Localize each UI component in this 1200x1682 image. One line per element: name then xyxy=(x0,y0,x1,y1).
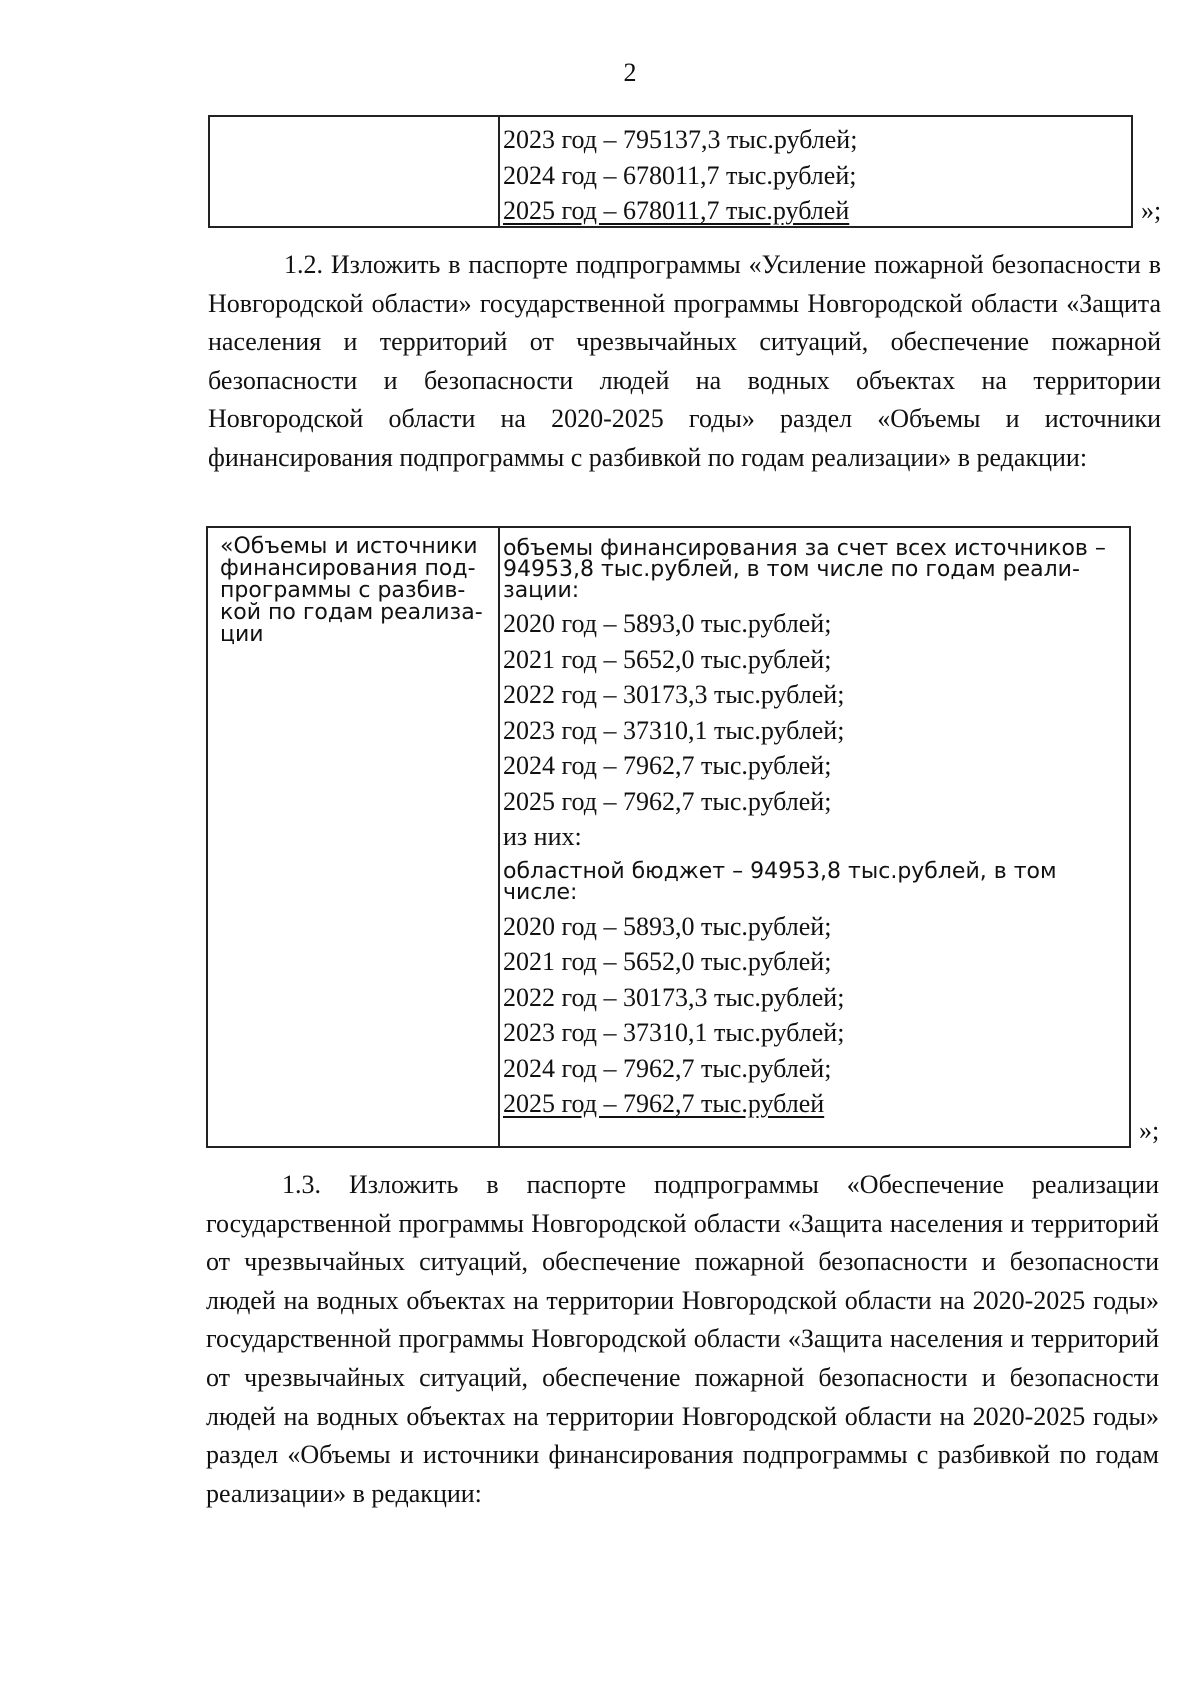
funding-years-column xyxy=(503,122,1123,229)
table-closing-quote: »; xyxy=(1141,196,1162,225)
regional-budget-text: областной бюджет – 94953,8 тыс.рублей, в том числе: xyxy=(503,858,1057,905)
funding-year-row: 2024 год – 7962,7 тыс.рублей; xyxy=(503,751,832,780)
table-closing-quote: »; xyxy=(1139,1116,1160,1145)
paragraph-1-2 xyxy=(208,246,1161,478)
funding-year-row: 2023 год – 795137,3 тыс.рублей; xyxy=(503,125,858,154)
paragraph-1-2-text: 1.2. Изложить в паспорте подпрограммы «Усиление пожарной безопасности в Новгородской области» государственной программы Новгородской области «Защита населения и территорий от чрезвычайных ситуаций, обеспечение пожарной безопасности и безопасности людей на водных объектах на территории Новгородской области на 2020-2025 годы» раздел «Объемы и источники финансирования подпрограммы с разбивкой по годам реализации» в редакции: xyxy=(208,250,1161,472)
regional-year-row: 2023 год – 37310,1 тыс.рублей; xyxy=(503,1018,845,1047)
funding-table-fire-safety xyxy=(206,526,1131,1148)
funding-year-row: 2020 год – 5893,0 тыс.рублей; xyxy=(503,609,832,638)
table-divider xyxy=(498,528,500,1146)
regional-year-row: 2022 год – 30173,3 тыс.рублей; xyxy=(503,982,845,1012)
total-funding-text: объемы финансирования за счет всех источников – 94953,8 тыс.рублей, в том числе по годам реали-зации: xyxy=(503,536,1106,603)
regional-year-row: 2020 год – 5893,0 тыс.рублей; xyxy=(503,911,832,941)
funding-year-row: 2022 год – 30173,3 тыс.рублей; xyxy=(503,680,845,709)
page-number: 2 xyxy=(623,58,637,87)
funding-table-continuation xyxy=(208,115,1133,228)
funding-year-row: 2021 год – 5652,0 тыс.рублей; xyxy=(503,644,832,674)
funding-year-row: 2024 год – 678011,7 тыс.рублей; xyxy=(503,160,857,190)
funding-year-row: 2023 год – 37310,1 тыс.рублей; xyxy=(503,715,845,745)
table-row-header: «Объемы и источники финансирования под-программы с разбив-кой по годам реализа-ции xyxy=(220,534,483,647)
funding-year-row: 2025 год – 678011,7 тыс.рублей xyxy=(503,196,850,225)
of-which-label: из них: xyxy=(503,822,582,851)
paragraph-1-3-text: 1.3. Изложить в паспорте подпрограммы «Обеспечение реализации государственной программы Новгородской области «Защита населения и территорий от чрезвычайных ситуаций, обеспечение пожарной безопасности и безопасности людей на водных объектах на территории Новгородской области на 2020-2025 годы» государственной программы Новгородской области «Защита населения и территорий от чрезвычайных ситуаций, обеспечение пожарной безопасности и безопасности людей на водных объектах на территории Новгородской области на 2020-2025 годы» раздел «Объемы и источники финансирования подпрограммы с разбивкой по годам реализации» в редакции: xyxy=(206,1170,1159,1508)
funding-details-column xyxy=(503,534,1121,1122)
regional-year-row: 2025 год – 7962,7 тыс.рублей xyxy=(503,1089,825,1118)
regional-year-row: 2021 год – 5652,0 тыс.рублей; xyxy=(503,947,832,976)
paragraph-1-3 xyxy=(206,1166,1159,1513)
table-divider xyxy=(498,117,500,226)
regional-year-row: 2024 год – 7962,7 тыс.рублей; xyxy=(503,1053,832,1083)
funding-year-row: 2025 год – 7962,7 тыс.рублей; xyxy=(503,786,832,816)
